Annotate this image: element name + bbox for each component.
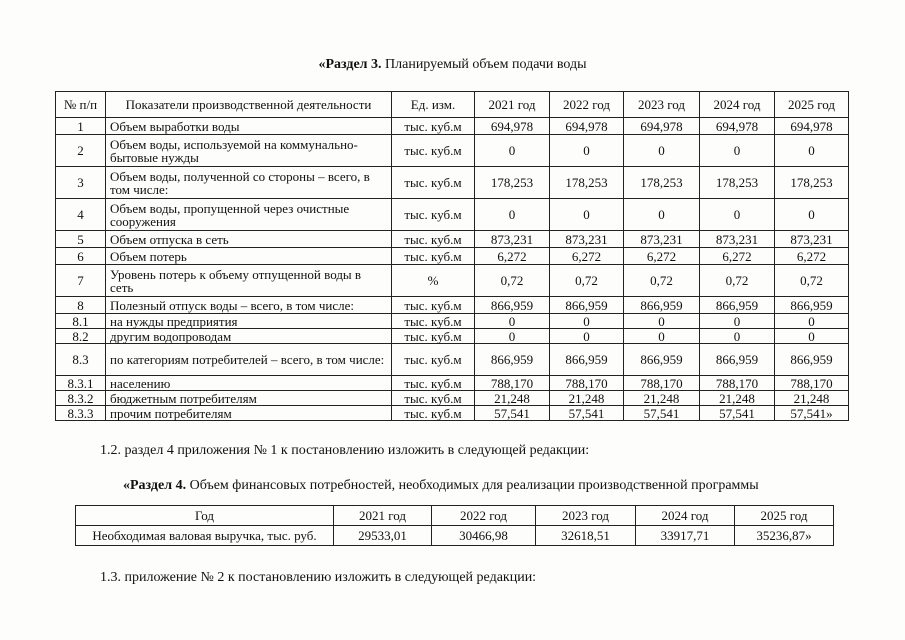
value-cell: 21,248 [624,391,700,406]
header-cell: 2025 год [735,506,834,526]
table-row [56,344,849,376]
unit-cell: тыс. куб.м [392,406,475,421]
table-row [56,199,849,231]
unit-cell: тыс. куб.м [392,135,475,167]
table-row [56,329,849,344]
table-row [56,297,849,314]
row-number-cell: 5 [56,231,106,248]
value-cell: 788,170 [475,376,550,391]
table-row [76,526,834,546]
value-cell: 6,272 [550,248,624,265]
value-cell: 866,959 [700,297,775,314]
table-row [56,314,849,329]
value-cell: 866,959 [475,344,550,376]
value-cell: 694,978 [475,118,550,135]
indicator-name-cell: Уровень потерь к объему отпущенной воды в сеть [106,265,392,297]
value-cell: 866,959 [624,297,700,314]
value-cell: 0 [475,314,550,329]
value-cell: 694,978 [550,118,624,135]
value-cell: 6,272 [624,248,700,265]
value-cell: 0 [550,199,624,231]
unit-cell: тыс. куб.м [392,297,475,314]
value-cell: 0 [624,135,700,167]
value-cell: 0,72 [775,265,849,297]
value-cell: 873,231 [775,231,849,248]
unit-cell: тыс. куб.м [392,118,475,135]
value-cell: 694,978 [624,118,700,135]
water-supply-table [55,91,849,421]
table-row [56,167,849,199]
indicator-name-cell: Объем воды, полученной со стороны – всего, в том числе: [106,167,392,199]
table-row [56,265,849,297]
value-cell: 0 [775,329,849,344]
value-cell: 866,959 [550,297,624,314]
header-cell: № п/п [56,92,106,118]
value-cell: 0 [700,135,775,167]
value-cell: 0 [700,329,775,344]
value-cell: 866,959 [550,344,624,376]
table-row [56,248,849,265]
table-row [56,118,849,135]
row-number-cell: 8.2 [56,329,106,344]
unit-cell: тыс. куб.м [392,199,475,231]
value-cell: 57,541 [624,406,700,421]
header-cell: 2024 год [636,506,735,526]
value-cell: 0 [475,329,550,344]
section3-title [0,57,905,73]
row-number-cell: 8.1 [56,314,106,329]
value-cell: 0 [624,199,700,231]
header-cell: 2021 год [475,92,550,118]
value-cell: 21,248 [775,391,849,406]
value-cell: 0 [550,314,624,329]
paragraph-1-2: 1.2. раздел 4 приложения № 1 к постановлению изложить в следующей редакции: [100,443,590,458]
value-cell: 0 [475,199,550,231]
value-cell: 788,170 [624,376,700,391]
row-number-cell: 6 [56,248,106,265]
indicator-name-cell: бюджетным потребителям [106,391,392,406]
paragraph-1-3: 1.3. приложение № 2 к постановлению изложить в следующей редакции: [100,570,537,585]
indicator-name-cell: другим водопроводам [106,329,392,344]
value-cell: 57,541 [550,406,624,421]
value-cell: 0 [700,199,775,231]
value-cell: 0,72 [550,265,624,297]
row-number-cell: 3 [56,167,106,199]
value-cell: 21,248 [475,391,550,406]
value-cell: 178,253 [550,167,624,199]
value-cell: 0,72 [624,265,700,297]
unit-cell: % [392,265,475,297]
value-cell: 866,959 [775,297,849,314]
indicator-name-cell: Объем воды, используемой на коммунально-бытовые нужды [106,135,392,167]
unit-cell: тыс. куб.м [392,314,475,329]
row-number-cell: 7 [56,265,106,297]
value-cell: 788,170 [550,376,624,391]
value-cell: 0 [775,135,849,167]
header-cell: 2025 год [775,92,849,118]
table-cell: 29533,01 [334,526,432,546]
value-cell: 694,978 [775,118,849,135]
value-cell: 57,541 [475,406,550,421]
row-number-cell: 8.3 [56,344,106,376]
value-cell: 6,272 [700,248,775,265]
value-cell: 866,959 [475,297,550,314]
value-cell: 57,541» [775,406,849,421]
indicator-name-cell: Объем воды, пропущенной через очистные сооружения [106,199,392,231]
value-cell: 178,253 [624,167,700,199]
value-cell: 788,170 [700,376,775,391]
unit-cell: тыс. куб.м [392,329,475,344]
value-cell: 0 [775,314,849,329]
value-cell: 178,253 [475,167,550,199]
table-cell: 30466,98 [432,526,536,546]
value-cell: 21,248 [700,391,775,406]
table-cell: 33917,71 [636,526,735,546]
header-cell: Ед. изм. [392,92,475,118]
value-cell: 178,253 [700,167,775,199]
unit-cell: тыс. куб.м [392,391,475,406]
value-cell: 866,959 [700,344,775,376]
value-cell: 0 [775,199,849,231]
table-header-row [56,92,849,118]
header-cell: 2023 год [536,506,636,526]
value-cell: 178,253 [775,167,849,199]
indicator-name-cell: на нужды предприятия [106,314,392,329]
header-cell: Год [76,506,334,526]
row-number-cell: 8 [56,297,106,314]
value-cell: 0 [475,135,550,167]
section4-title-text: Объем финансовых потребностей, необходимых для реализации производственной программы [186,478,759,493]
table-row [56,391,849,406]
header-cell: 2023 год [624,92,700,118]
value-cell: 873,231 [700,231,775,248]
table-row [56,135,849,167]
section4-title-lead: «Раздел 4. [123,478,187,493]
indicator-name-cell: Объем потерь [106,248,392,265]
value-cell: 788,170 [775,376,849,391]
indicator-name-cell: населению [106,376,392,391]
row-number-cell: 2 [56,135,106,167]
unit-cell: тыс. куб.м [392,344,475,376]
header-cell: 2021 год [334,506,432,526]
value-cell: 0 [700,314,775,329]
unit-cell: тыс. куб.м [392,248,475,265]
value-cell: 873,231 [624,231,700,248]
indicator-name-cell: Объем отпуска в сеть [106,231,392,248]
value-cell: 6,272 [775,248,849,265]
table-row [56,406,849,421]
header-cell: 2022 год [432,506,536,526]
value-cell: 57,541 [700,406,775,421]
row-number-cell: 1 [56,118,106,135]
table-row [56,376,849,391]
row-number-cell: 8.3.1 [56,376,106,391]
unit-cell: тыс. куб.м [392,167,475,199]
value-cell: 873,231 [475,231,550,248]
value-cell: 873,231 [550,231,624,248]
indicator-name-cell: прочим потребителям [106,406,392,421]
water-supply-table-body [56,118,849,421]
value-cell: 0 [550,135,624,167]
table-cell: 32618,51 [536,526,636,546]
value-cell: 21,248 [550,391,624,406]
indicator-name-cell: Объем выработки воды [106,118,392,135]
unit-cell: тыс. куб.м [392,231,475,248]
indicator-name-cell: по категориям потребителей – всего, в том числе: [106,344,392,376]
section3-title-lead: «Раздел 3. [318,57,382,72]
table-cell: Необходимая валовая выручка, тыс. руб. [76,526,334,546]
header-cell: 2024 год [700,92,775,118]
section3-title-text: Планируемый объем подачи воды [381,57,587,72]
value-cell: 866,959 [624,344,700,376]
indicator-name-cell: Полезный отпуск воды – всего, в том числе: [106,297,392,314]
section4-title [123,478,759,494]
value-cell: 694,978 [700,118,775,135]
table-cell: 35236,87» [735,526,834,546]
unit-cell: тыс. куб.м [392,376,475,391]
value-cell: 0 [624,314,700,329]
row-number-cell: 4 [56,199,106,231]
value-cell: 0,72 [475,265,550,297]
value-cell: 866,959 [775,344,849,376]
row-number-cell: 8.3.3 [56,406,106,421]
value-cell: 0 [624,329,700,344]
value-cell: 0,72 [700,265,775,297]
header-cell: 2022 год [550,92,624,118]
row-number-cell: 8.3.2 [56,391,106,406]
table-row [56,231,849,248]
value-cell: 0 [550,329,624,344]
value-cell: 6,272 [475,248,550,265]
table-header-row [76,506,834,526]
financial-needs-table [75,505,834,546]
header-cell: Показатели производственной деятельности [106,92,392,118]
